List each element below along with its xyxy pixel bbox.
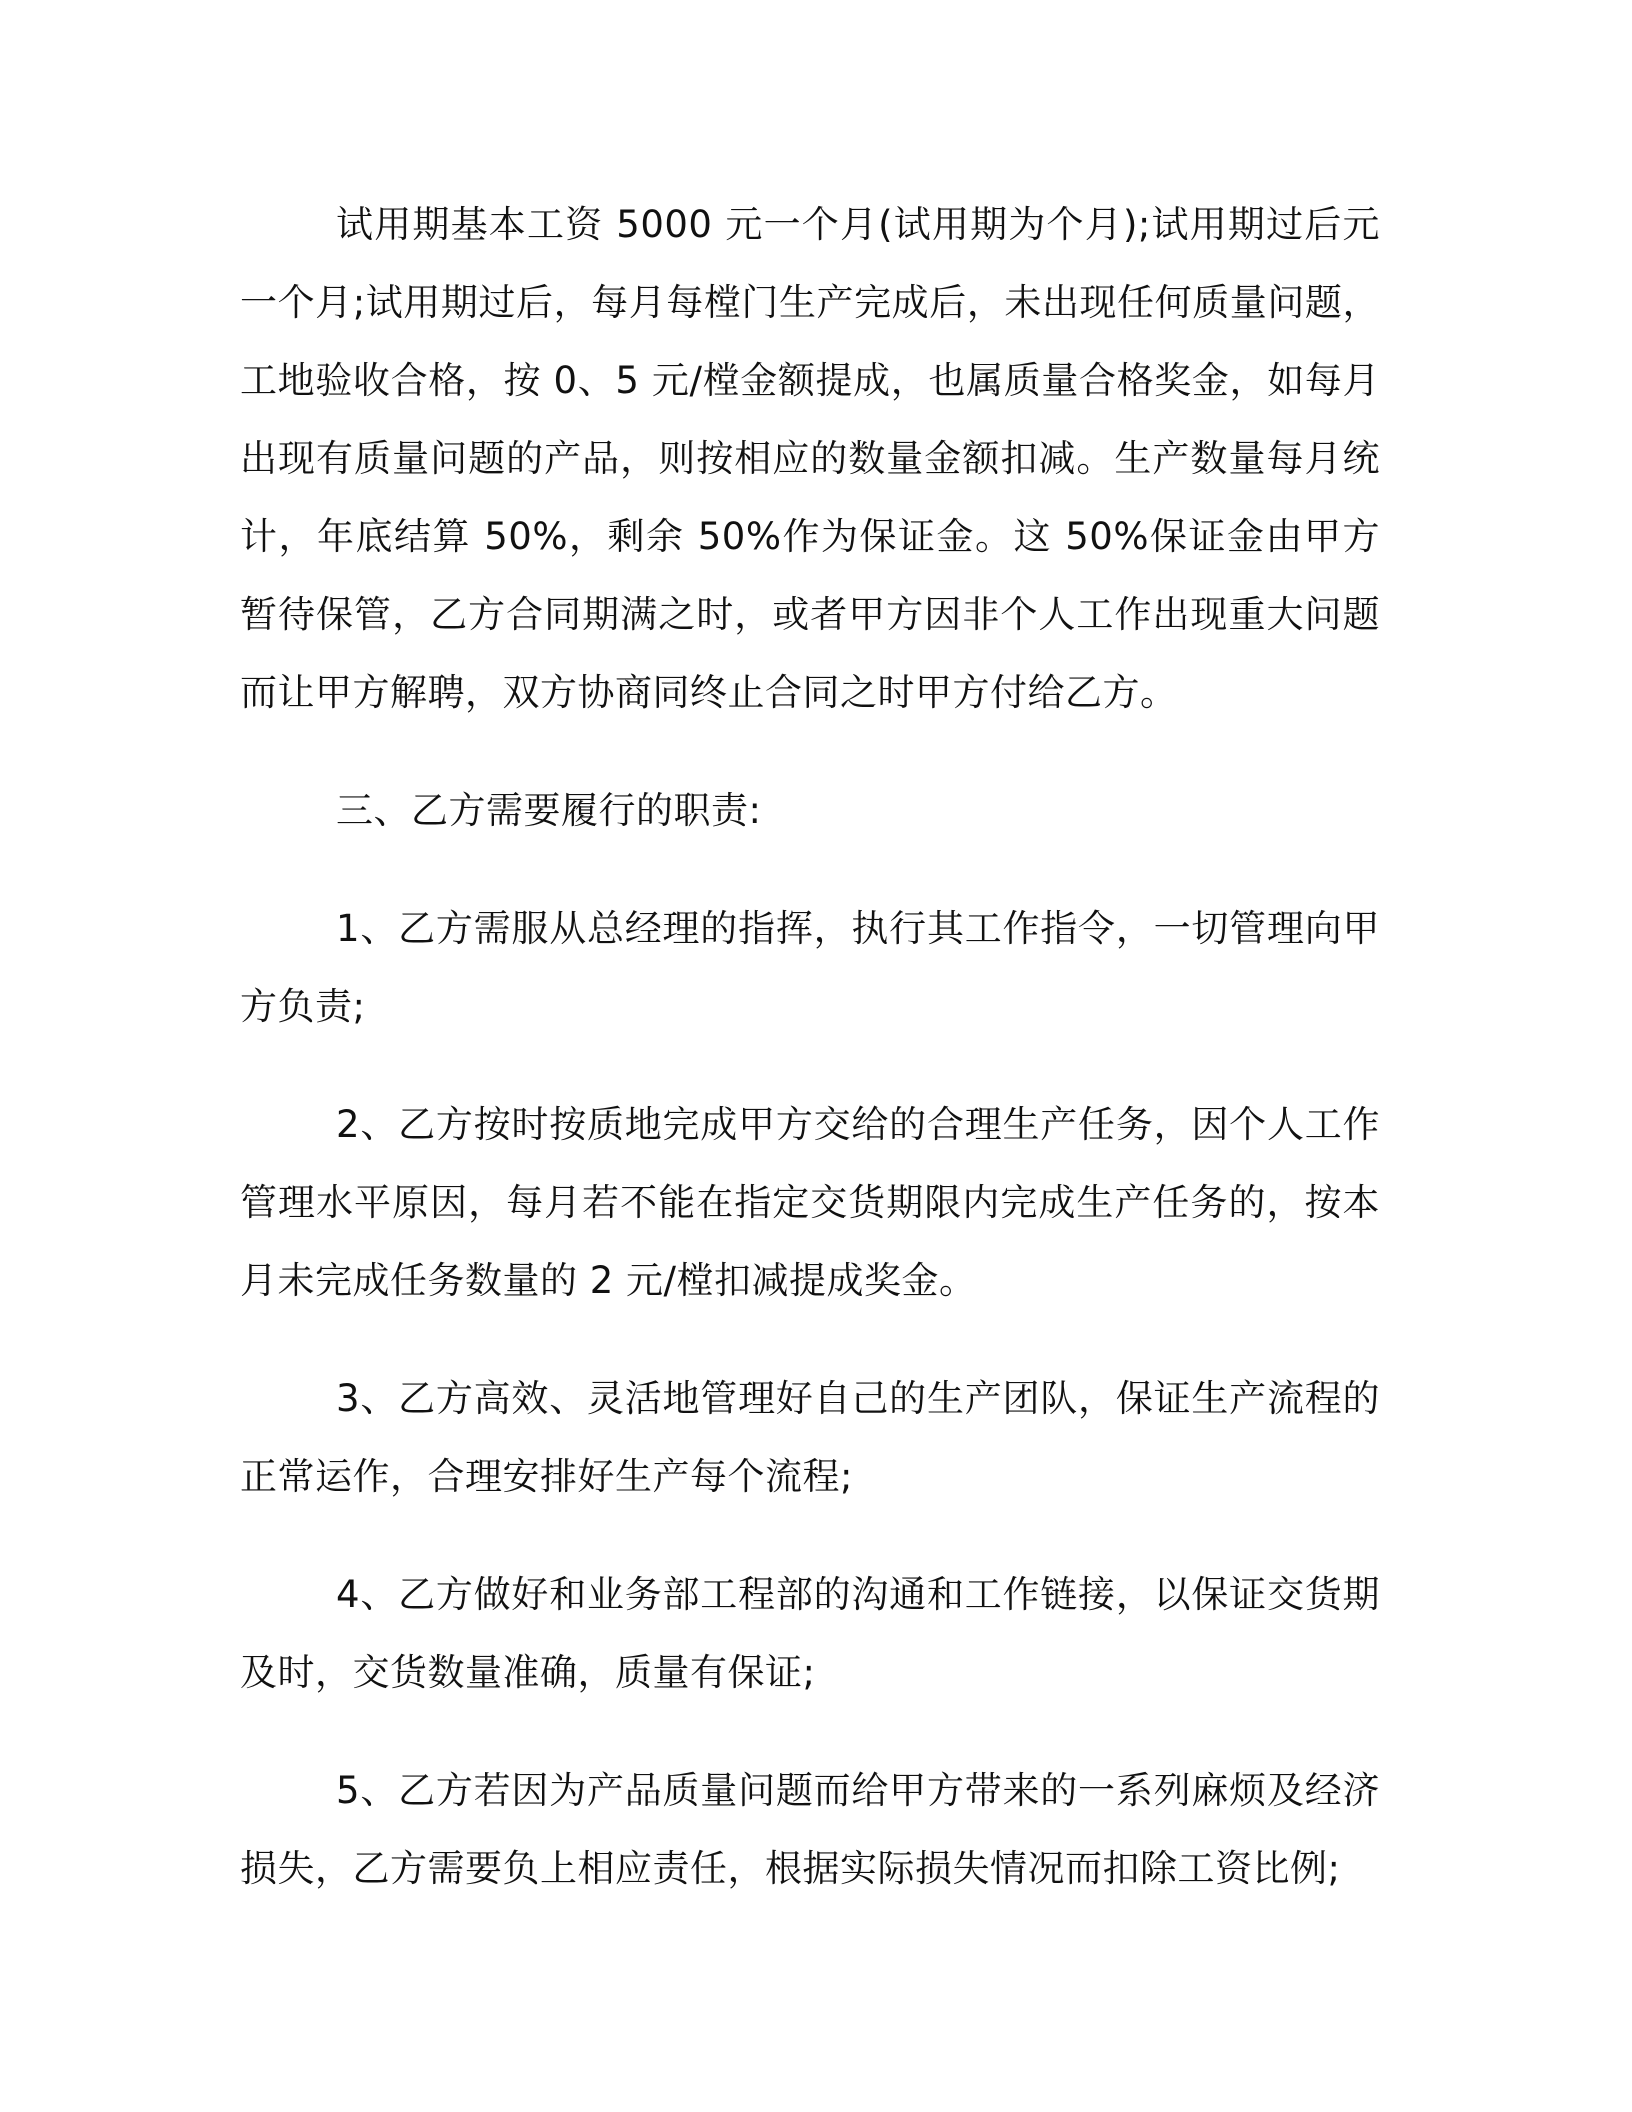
duty-item-4: 4、乙方做好和业务部工程部的沟通和工作链接，以保证交货期及时，交货数量准确，质量有保证; — [240, 1573, 1380, 1694]
section-heading: 三、乙方需要履行的职责: — [336, 789, 762, 832]
document-body — [240, 186, 1380, 1908]
duty-item-1: 1、乙方需服从总经理的指挥，执行其工作指令，一切管理向甲方负责; — [240, 907, 1380, 1028]
duty-item-5: 5、乙方若因为产品质量问题而给甲方带来的一系列麻烦及经济损失，乙方需要负上相应责任，根据实际损失情况而扣除工资比例; — [240, 1769, 1380, 1890]
duty-item-2: 2、乙方按时按质地完成甲方交给的合理生产任务，因个人工作管理水平原因，每月若不能在指定交货期限内完成生产任务的，按本月未完成任务数量的 2 元/樘扣减提成奖金。 — [240, 1103, 1380, 1302]
duty-item-3: 3、乙方高效、灵活地管理好自己的生产团队，保证生产流程的正常运作，合理安排好生产每个流程; — [240, 1377, 1380, 1498]
salary-paragraph: 试用期基本工资 5000 元一个月(试用期为个月);试用期过后元一个月;试用期过后，每月每樘门生产完成后，未出现任何质量问题，工地验收合格，按 0、5 元/樘金额提成，也属质量合格奖金，如每月出现有质量问题的产品，则按相应的数量金额扣减。生产数量每月统计，年底结算 50%，剩余 50%作为保证金。这 50%保证金由甲方暂待保管，乙方合同期满之时，或者甲方因非个人工作出现重大问题而让甲方解聘，双方协商同终止合同之时甲方付给乙方。 — [240, 203, 1380, 714]
